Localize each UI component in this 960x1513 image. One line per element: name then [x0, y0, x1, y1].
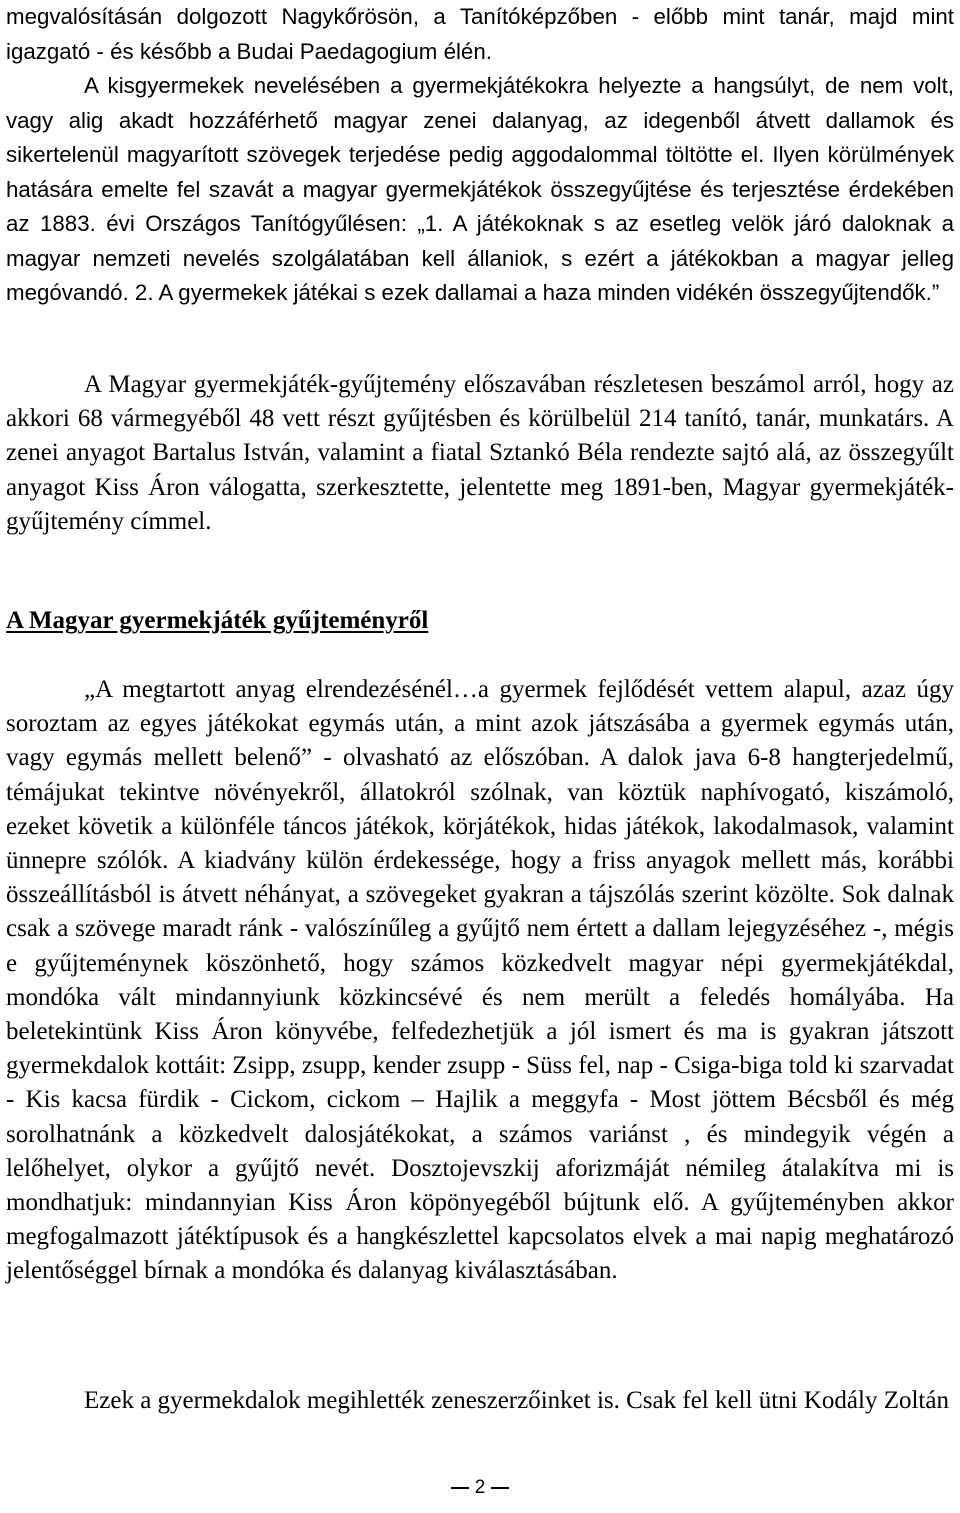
paragraph-intro: megvalósításán dolgozott Nagykőrösön, a Tanítóképzőben - előbb mint tanár, majd mint igazgató - és később a Budai Paedagogium élén.	[6, 4, 954, 64]
closing-text-block	[6, 1384, 954, 1418]
main-text-block	[6, 673, 954, 1289]
paragraph-kisgyermekek: A kisgyermekek nevelésében a gyermekjátékokra helyezte a hangsúlyt, de nem volt, vagy alig akadt hozzáférhető magyar zenei dalanyag, az idegenből átvett dallamok és sikertelenül magyarított szövegek terjedése pedig aggodalommal töltötte el. Ilyen körülmények hatására emelte fel szavát a magyar gyermekjátékok összegyűjtése és terjesztése érdekében az 1883. évi Országos Tanítógyűlésen: „1. A játékoknak s az esetleg velök járó daloknak a magyar nemzeti nevelés szolgálatában kell állaniok, s ezért a játékokban a magyar jelleg megóvandó. 2. A gyermekek játékai s ezek dallamai a haza minden vidékén összegyűjtendők.”	[6, 73, 954, 305]
section-heading: A Magyar gyermekjáték gyűjteményről	[6, 607, 429, 634]
paragraph-eloszo: A Magyar gyermekjáték-gyűjtemény előszavában részletesen beszámol arról, hogy az akkori 68 vármegyéből 48 vett részt gyűjtésben és körülbelül 214 tanító, tanár, munkatárs. A zenei anyagot Bartalus István, valamint a fiatal Sztankó Béla rendezte sajtó alá, az összegyűlt anyagot Kiss Áron válogatta, szerkesztette, jelentette meg 1891-ben, Magyar gyermekjáték- gyűjtemény címmel.	[6, 371, 954, 535]
serif-text-block	[6, 368, 954, 539]
page-number-dash-right	[491, 1487, 509, 1489]
page-number	[0, 1476, 960, 1500]
paragraph-quote: „A megtartott anyag elrendezésénél…a gyermek fejlődését vettem alapul, azaz úgy soroztam az egyes játékokat egymás után, a mint azok játszásába a gyermek egymás után, vagy egymás mellett belenő” - olvasható az előszóban. A dalok java 6-8 hangterjedelmű, témájukat tekintve növényekről, állatokról szólnak, van köztük naphívogató, kiszámoló, ezeket követik a különféle táncos játékok, körjátékok, hidas játékok, lakodalmasok, valamint ünnepre szólók. A kiadvány külön érdekessége, hogy a friss anyagok mellett más, korábbi összeállításból is átvett néhányat, a szövegeket gyakran a tájszólás szerint közölte. Sok dalnak csak a szövege maradt ránk - valószínűleg a gyűjtő nem értett a dallam lejegyzéséhez -, mégis e gyűjteménynek köszönhető, hogy számos közkedvelt magyar népi gyermekjátékdal, mondóka vált mindannyiunk közkincsévé és nem merült a feledés homályába. Ha beletekintünk Kiss Áron könyvébe, felfedezhetjük a jól ismert és ma is gyakran játszott gyermekdalok kottáit: Zsipp, zsupp, kender zsupp - Süss fel, nap - Csiga-biga told ki szarvadat - Kis kacsa fürdik - Cickom, cickom – Hajlik a meggyfa - Most jöttem Bécsből és még sorolhatnánk a közkedvelt dalosjátékokat, a számos variánst , és mindegyik végén a lelőhelyet, olykor a gyűjtő nevét. Dosztojevszkij aforizmáját némileg átalakítva mi is mondhatjuk: mindannyian Kiss Áron köpönyegéből bújtunk elő. A gyűjteményben akkor megfogalmazott játéktípusok és a hangkészlettel kapcsolatos elvek a mai napig meghatározó jelentőséggel bírnak a mondóka és dalanyag kiválasztásában.	[6, 676, 954, 1285]
sans-text-block	[6, 0, 954, 311]
page-number-dash-left	[451, 1487, 469, 1489]
section-heading-block	[6, 604, 954, 638]
page-number-value: 2	[474, 1477, 486, 1498]
paragraph-closing: Ezek a gyermekdalok megihlették zeneszerzőinket is. Csak fel kell ütni Kodály Zoltán	[84, 1387, 949, 1414]
